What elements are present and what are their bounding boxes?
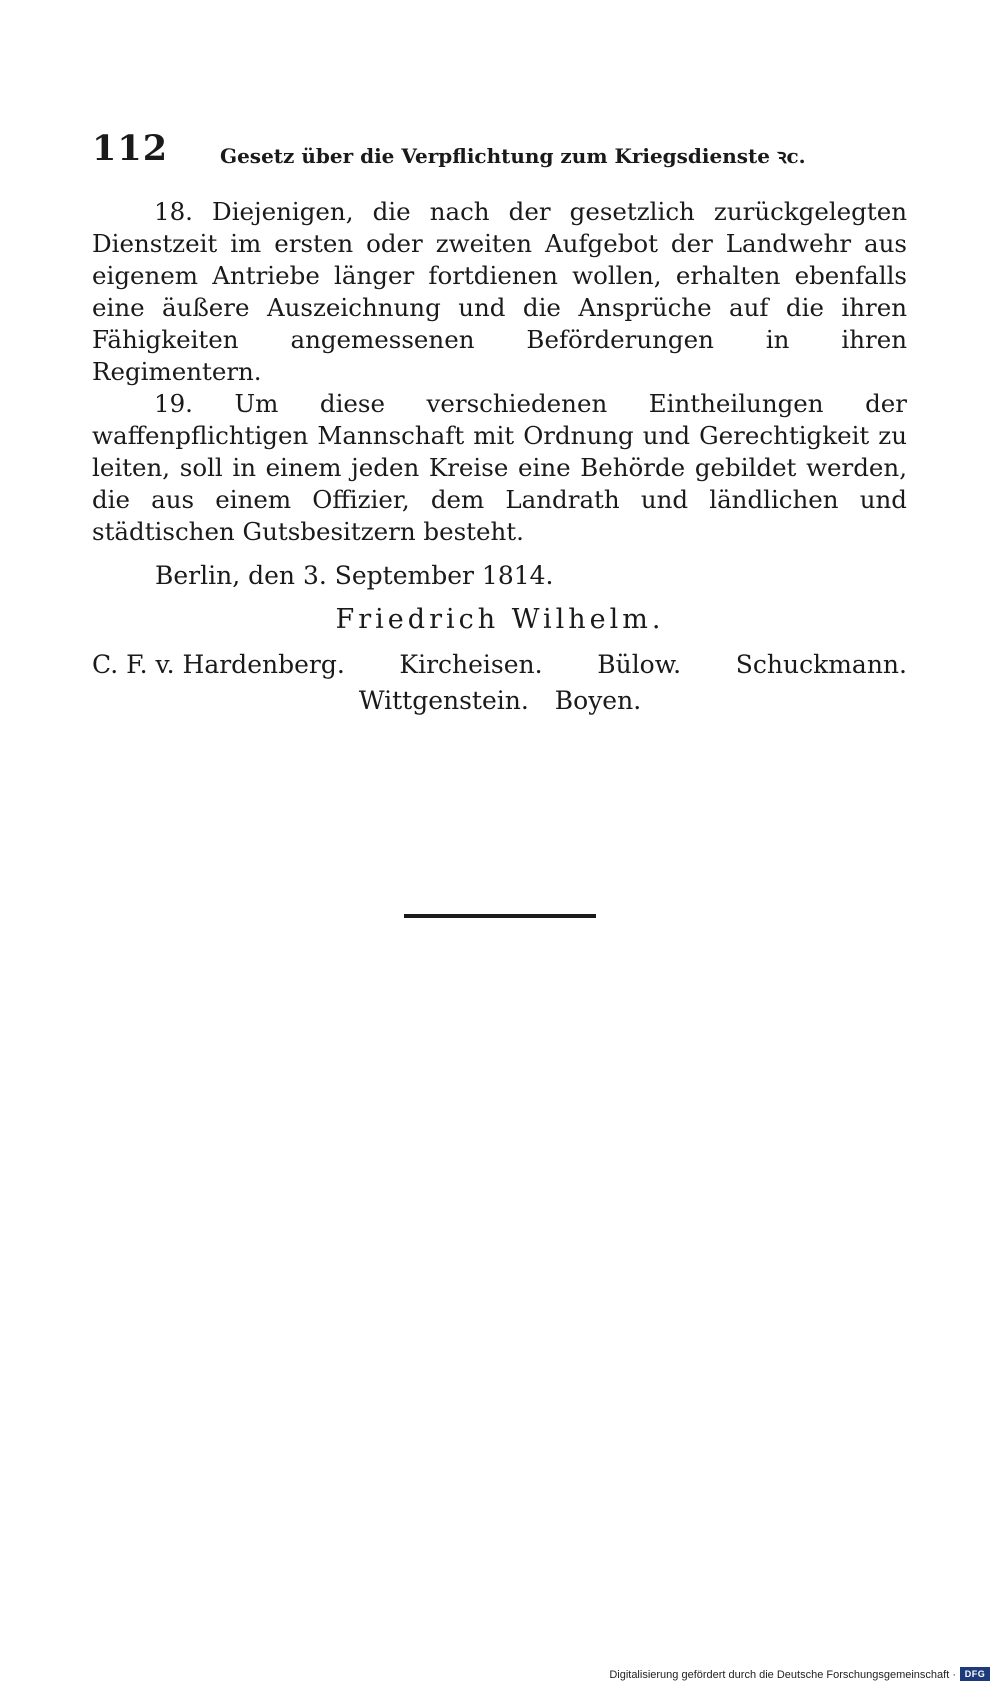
countersignature-row-2 [0, 686, 1000, 715]
paragraph-19: 19. Um diese verschiedenen Eintheilungen der waffenpflichtigen Mannschaft mit Ordnung und Gerechtigkeit zu leiten, soll in einem jeden Kreise eine Behörde gebildet werden, die aus einem Offizier, dem Landrath und ländlichen und städtischen Gutsbesitzern besteht. [92, 389, 907, 546]
signature-hardenberg: C. F. v. Hardenberg. [92, 650, 345, 679]
signature-schuckmann: Schuckmann. [735, 650, 907, 679]
page-number: 112 [92, 128, 169, 169]
signature-buelow: Bülow. [597, 650, 682, 679]
running-title: Gesetz über die Verpflichtung zum Kriegsdienste ꝛc. [220, 144, 806, 168]
signature-kircheisen: Kircheisen. [399, 650, 543, 679]
running-head [92, 128, 902, 168]
signature-boyen: Boyen. [554, 686, 642, 715]
body-text [92, 196, 907, 548]
dfg-logo: DFG [960, 1667, 990, 1681]
end-rule [404, 914, 596, 918]
paragraph-18: 18. Diejenigen, die nach der gesetzlich zurückgelegten Dienstzeit im ersten oder zweiten Aufgebot der Landwehr aus eigenem Antriebe länger fortdienen wollen, erhalten ebenfalls eine äußere Auszeichnung und die Ansprüche auf die ihren Fähigkeiten angemessenen Beförderungen in ihren Regimentern. [92, 197, 907, 386]
digitization-credit: Digitalisierung gefördert durch die Deutsche Forschungsgemeinschaft · [609, 1669, 956, 1681]
place-date-line: Berlin, den 3. September 1814. [155, 561, 554, 590]
signature-king: Friedrich Wilhelm. [335, 604, 665, 635]
countersignature-row-1 [92, 650, 907, 679]
signature-wittgenstein: Wittgenstein. [358, 686, 529, 715]
